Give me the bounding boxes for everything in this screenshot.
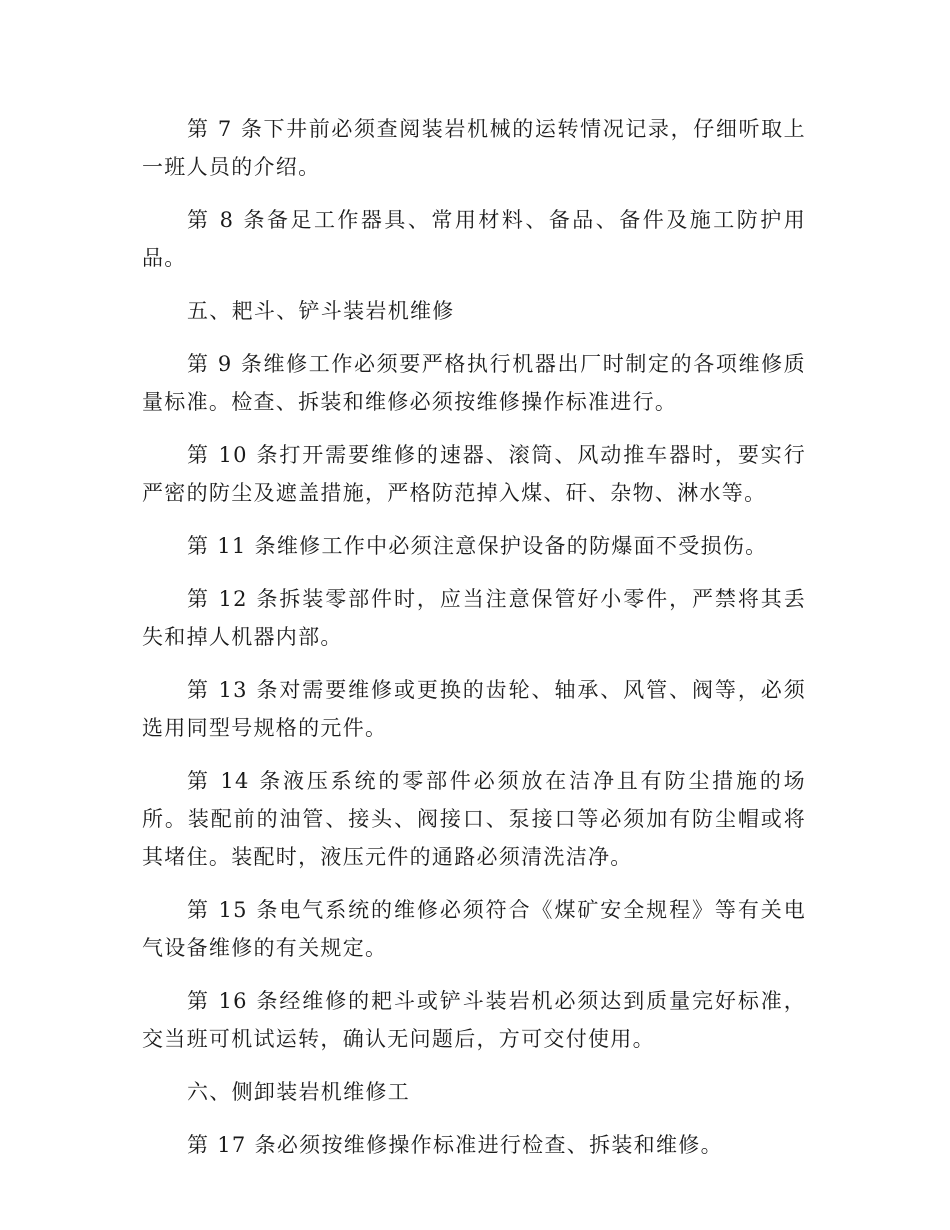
article-13-paragraph: 第 13 条对需要维修或更换的齿轮、轴承、风管、阀等，必须选用同型号规格的元件。 xyxy=(142,678,806,740)
document-body xyxy=(142,110,806,1179)
article-9-paragraph: 第 9 条维修工作必须要严格执行机器出厂时制定的各项维修质量标准。检查、拆装和维修必须按维修操作标准进行。 xyxy=(142,352,806,414)
article-8-paragraph: 第 8 条备足工作器具、常用材料、备品、备件及施工防护用品。 xyxy=(142,208,806,270)
article-16-paragraph: 第 16 条经维修的耙斗或铲斗装岩机必须达到质量完好标准，交当班可机试运转，确认无问题后，方可交付使用。 xyxy=(142,989,806,1051)
article-12-paragraph: 第 12 条拆装零部件时，应当注意保管好小零件，严禁将其丢失和掉人机器内部。 xyxy=(142,587,806,649)
section-5-heading: 五、耙斗、铲斗装岩机维修 xyxy=(187,299,455,323)
article-17-paragraph: 第 17 条必须按维修操作标准进行检查、拆装和维修。 xyxy=(187,1133,723,1157)
section-6-heading: 六、侧卸装岩机维修工 xyxy=(187,1080,410,1104)
article-15-paragraph: 第 15 条电气系统的维修必须符合《煤矿安全规程》等有关电气设备维修的有关规定。 xyxy=(142,898,806,960)
article-14-paragraph: 第 14 条液压系统的零部件必须放在洁净且有防尘措施的场所。装配前的油管、接头、阀接口、泵接口等必须加有防尘帽或将其堵住。装配时，液压元件的通路必须清洗洁净。 xyxy=(142,769,806,869)
article-7-paragraph: 第 7 条下井前必须查阅装岩机械的运转情况记录，仔细听取上一班人员的介绍。 xyxy=(142,117,806,179)
article-11-paragraph: 第 11 条维修工作中必须注意保护设备的防爆面不受损伤。 xyxy=(187,534,768,558)
article-10-paragraph: 第 10 条打开需要维修的速器、滚筒、风动推车器时，要实行严密的防尘及遮盖措施，严格防范掉入煤、矸、杂物、淋水等。 xyxy=(142,443,806,505)
